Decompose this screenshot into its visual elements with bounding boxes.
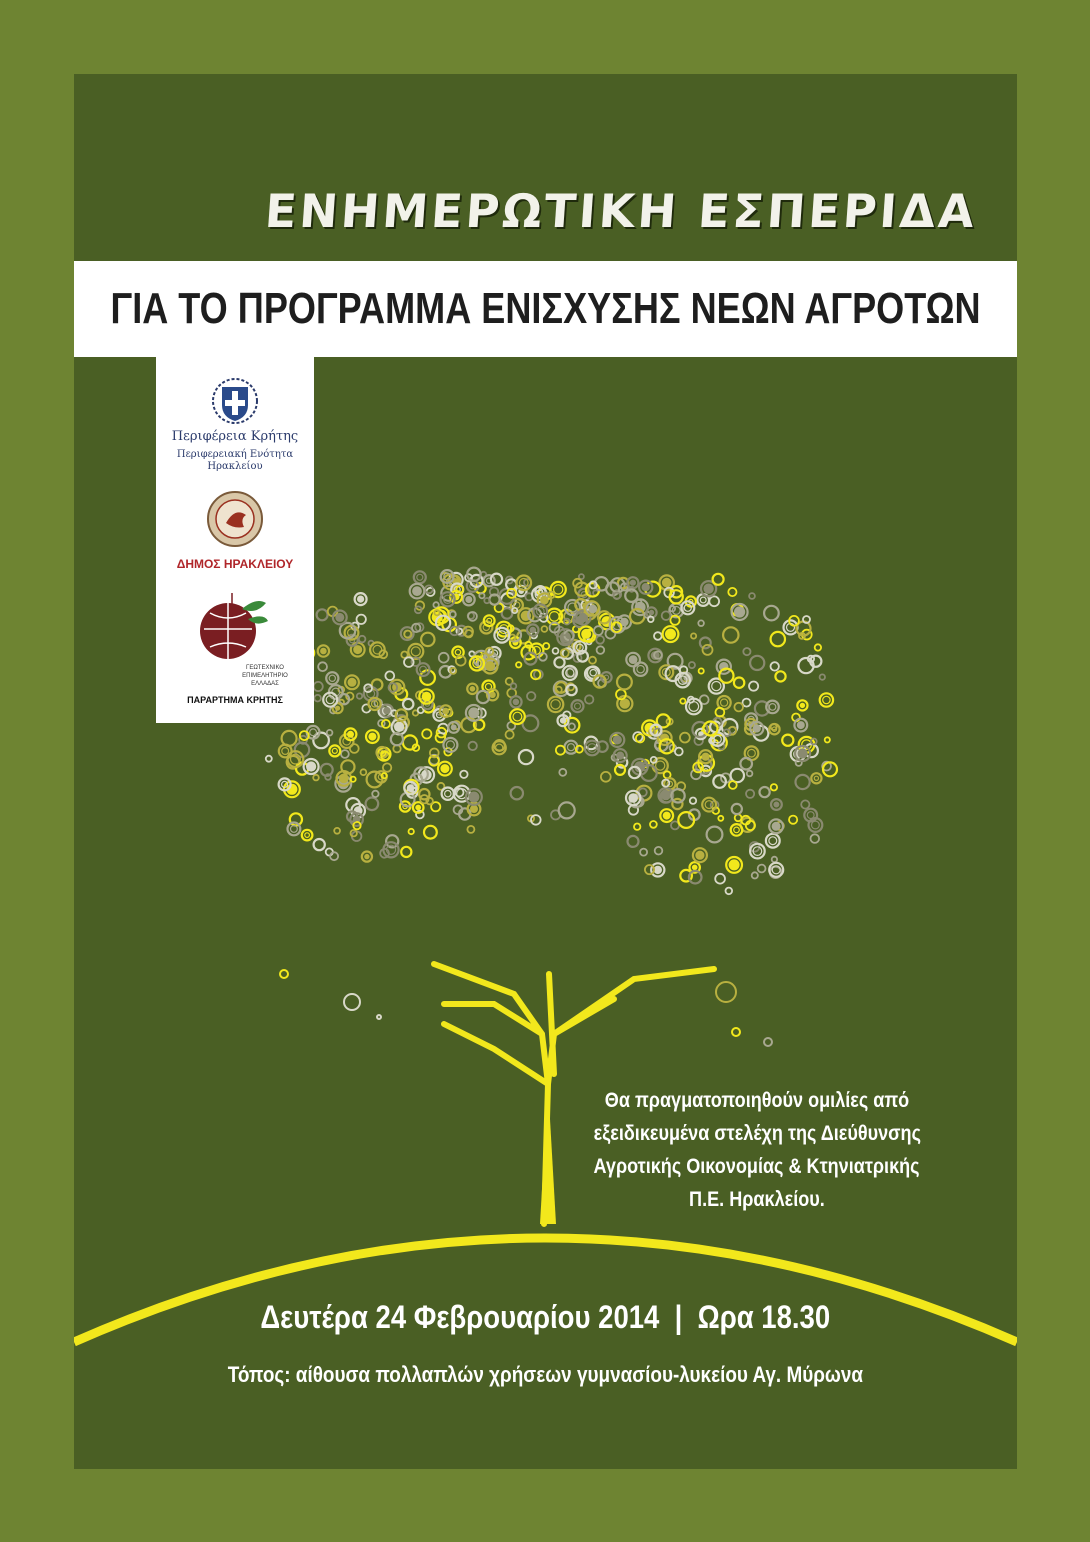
speakers-text — [557, 1084, 957, 1216]
geotee-line2: ΕΠΙΜΕΛΗΤΗΡΙΟ — [242, 673, 288, 679]
logo-panel — [156, 357, 314, 723]
greek-emblem-icon — [156, 371, 314, 431]
geotee-globe-icon — [156, 589, 314, 669]
speakers-line-4: Π.Ε. Ηρακλείου. — [689, 1188, 825, 1211]
speakers-line-1: Θα πραγματοποιηθούν ομιλίες από — [604, 1089, 910, 1112]
municipality-name: ΔΗΜΟΣ ΗΡΑΚΛΕΙΟΥ — [176, 557, 294, 571]
region-city: Ηρακλείου — [207, 461, 263, 472]
municipality-seal-icon — [156, 489, 314, 549]
geotee-line1: ΓΕΩΤΕΧΝΙΚΟ — [246, 665, 284, 671]
speakers-line-3: Αγροτικής Οικονομίας & Κτηνιατρικής — [593, 1155, 921, 1178]
geotee-branch: ΠΑΡΑΡΤΗΜΑ ΚΡΗΤΗΣ — [187, 695, 283, 705]
event-title: ΕΝΗΜΕΡΩΤΙΚΗ ΕΣΠΕΡΙΔΑ — [263, 184, 979, 238]
subtitle-banner — [74, 261, 1017, 357]
venue: Τόπος: αίθουσα πολλαπλών χρήσεων γυμνασίου-λυκείου Αγ. Μύρωνα — [227, 1362, 864, 1387]
subtitle: ΓΙΑ ΤΟ ΠΡΟΓΡΑΜΜΑ ΕΝΙΣΧΥΣΗΣ ΝΕΩΝ ΑΓΡΟΤΩΝ — [110, 284, 981, 333]
poster — [74, 74, 1017, 1469]
speakers-line-2: εξειδικευμένα στελέχη της Διεύθυνσης — [593, 1122, 921, 1145]
region-name: Περιφέρεια Κρήτης — [171, 429, 299, 444]
region-unit: Περιφερειακή Ενότητα — [176, 449, 294, 460]
geotee-line3: ΕΛΛΑΔΑΣ — [251, 681, 279, 687]
date-time: Δευτέρα 24 Φεβρουαρίου 2014 | Ωρα 18.30 — [260, 1299, 831, 1335]
